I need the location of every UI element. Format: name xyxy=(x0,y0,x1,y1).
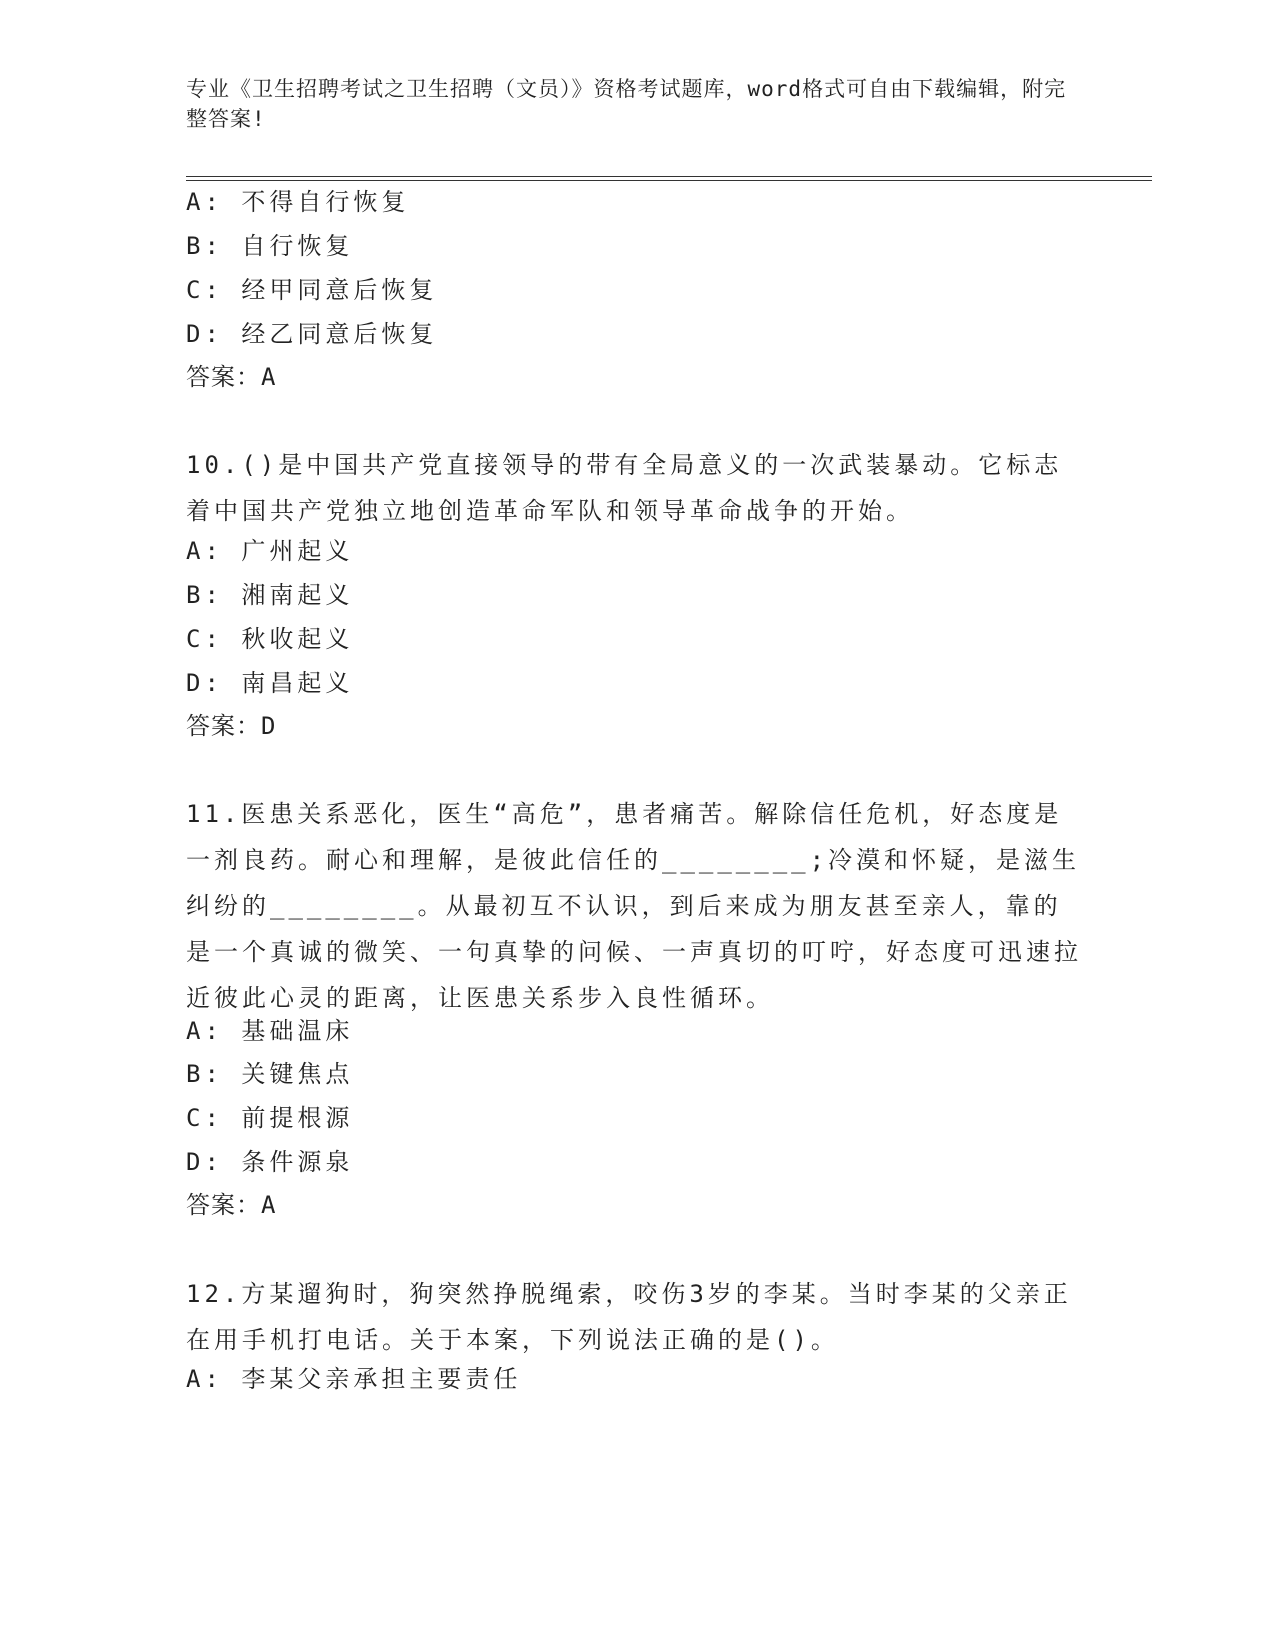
option-d: D: 经乙同意后恢复 xyxy=(186,320,438,348)
answer: 答案：A xyxy=(186,363,277,391)
answer: 答案：A xyxy=(186,1191,277,1219)
question-stem: 11.医患关系恶化，医生“高危”，患者痛苦。解除信任危机，好态度是一剂良药。耐心和理解，是彼此信任的________;冷漠和怀疑，是滋生纠纷的________。从最初互不认识，到后来成为朋友甚至亲人，靠的是一个真诚的微笑、一句真挚的问候、一声真切的叮咛，好态度可迅速拉近彼此心灵的距离，让医患关系步入良性循环。 xyxy=(186,800,1082,1012)
question-stem: 10.()是中国共产党直接领导的带有全局意义的一次武装暴动。它标志着中国共产党独立地创造革命军队和领导革命战争的开始。 xyxy=(186,451,1063,525)
option-a: A: 不得自行恢复 xyxy=(186,188,410,216)
option-a: A: 基础温床 xyxy=(186,1017,354,1045)
option-b: B: 湘南起义 xyxy=(186,581,354,609)
option-a: A: 李某父亲承担主要责任 xyxy=(186,1365,522,1393)
option-a: A: 广州起义 xyxy=(186,537,354,565)
option-c: C: 经甲同意后恢复 xyxy=(186,276,438,304)
option-b: B: 自行恢复 xyxy=(186,232,354,260)
option-d: D: 南昌起义 xyxy=(186,669,354,697)
document-header: 专业《卫生招聘考试之卫生招聘（文员）》资格考试题库，word格式可自由下载编辑，附完整答案! xyxy=(186,77,1067,131)
question-stem: 12.方某遛狗时，狗突然挣脱绳索，咬伤3岁的李某。当时李某的父亲正在用手机打电话。关于本案，下列说法正确的是()。 xyxy=(186,1280,1072,1354)
option-d: D: 条件源泉 xyxy=(186,1148,354,1176)
header-divider xyxy=(186,176,1152,181)
option-b: B: 关键焦点 xyxy=(186,1060,354,1088)
option-c: C: 秋收起义 xyxy=(186,625,354,653)
answer: 答案：D xyxy=(186,712,277,740)
option-c: C: 前提根源 xyxy=(186,1104,354,1132)
